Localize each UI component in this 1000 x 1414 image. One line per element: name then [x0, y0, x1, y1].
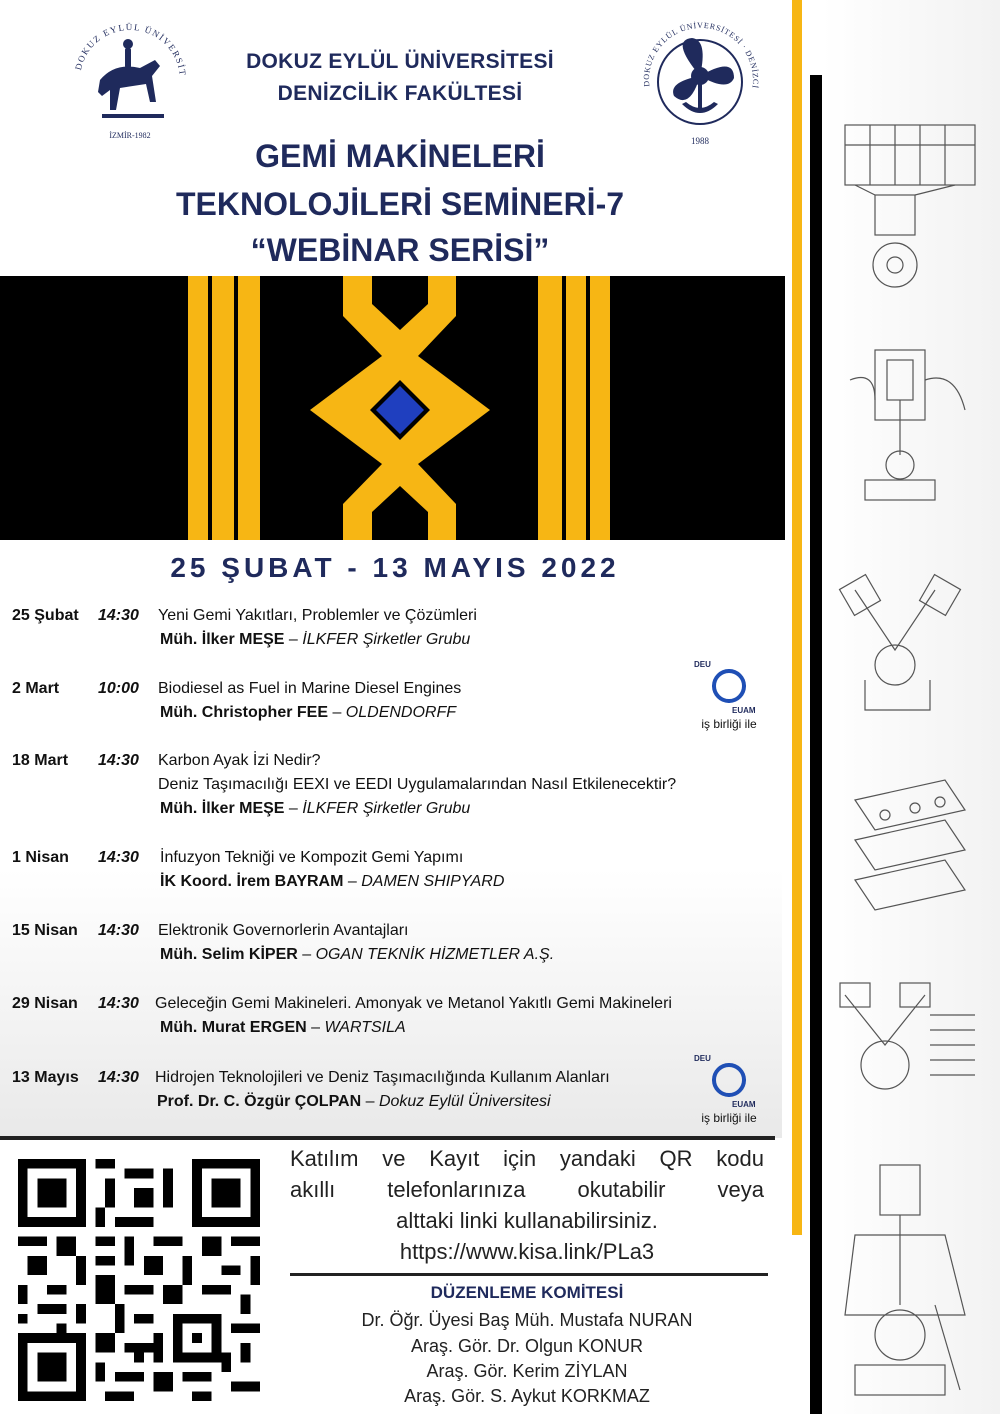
event-date: 25 Şubat	[12, 607, 79, 624]
partner-badge	[694, 1052, 764, 1128]
event-title-line-2: Deniz Taşımacılığı EEXI ve EEDI Uygulamalarından Nasıl Etkilenecektir?	[158, 776, 677, 793]
event-title: Karbon Ayak İzi Nedir?	[158, 752, 321, 769]
event-organization: OLDENDORFF	[345, 704, 457, 721]
deu-euam-cycle-icon	[706, 1060, 752, 1100]
date-range: 25 ŞUBAT - 13 MAYIS 2022	[170, 552, 620, 583]
event-speaker: Müh. Murat ERGEN	[160, 1019, 307, 1036]
propeller-anchor-icon	[630, 10, 770, 150]
event-speaker-line: Müh. İlker MEŞE – İLKFER Şirketler Grubu	[160, 800, 471, 817]
committee-member: Araş. Gör. Dr. Olgun KONUR	[410, 1336, 644, 1356]
partner-badge-top: DEU	[694, 1054, 711, 1063]
committee-divider	[290, 1273, 768, 1276]
event-organization: Dokuz Eylül Üniversitesi	[378, 1093, 551, 1110]
event-title: Hidrojen Teknolojileri ve Deniz Taşımacılığında Kullanım Alanları	[155, 1069, 610, 1086]
event-speaker-line: Müh. İlker MEŞE – İLKFER Şirketler Grubu	[160, 631, 471, 648]
gold-braid-rank-icon	[0, 276, 785, 540]
event-organization: WARTSILA	[324, 1019, 406, 1036]
qr-code[interactable]	[18, 1155, 260, 1405]
event-speaker-line: Prof. Dr. C. Özgür ÇOLPAN – Dokuz Eylül Üniversitesi	[157, 1093, 551, 1110]
gold-vertical-stripe	[792, 0, 802, 1235]
left-logo-city: İZMİR-1982	[109, 131, 151, 140]
event-time: 14:30	[98, 1069, 139, 1086]
registration-text-line: Katılım ve Kayıt için yandaki QR kodu	[290, 1146, 764, 1171]
event-speaker-line: Müh. Christopher FEE – OLDENDORFF	[160, 704, 457, 721]
event-title: İnfuzyon Tekniği ve Kompozit Gemi Yapımı	[160, 849, 464, 866]
event-date: 13 Mayıs	[12, 1069, 79, 1086]
event-time: 14:30	[98, 995, 139, 1012]
event-title: Geleceğin Gemi Makineleri. Amonyak ve Metanol Yakıtlı Gemi Makineleri	[155, 995, 672, 1012]
seminar-title-line-3: “WEBİNAR SERİSİ”	[250, 232, 550, 268]
event-time: 14:30	[98, 922, 139, 939]
marine-engine-side-view-icon	[835, 115, 985, 295]
partner-badge	[694, 658, 764, 734]
event-date: 2 Mart	[12, 680, 60, 697]
event-title: Biodiesel as Fuel in Marine Diesel Engines	[158, 680, 462, 697]
event-organization: DAMEN SHIPYARD	[361, 873, 505, 890]
committee-member: Dr. Öğr. Üyesi Baş Müh. Mustafa NURAN	[361, 1310, 693, 1330]
partner-badge-bottom: EUAM	[732, 706, 756, 715]
v-engine-cross-section-icon	[835, 570, 985, 720]
event-organization: OGAN TEKNİK HİZMETLER A.Ş.	[315, 946, 555, 963]
event-date: 15 Nisan	[12, 922, 78, 939]
section-divider	[0, 1136, 775, 1140]
faculty-name: DENİZCİLİK FAKÜLTESİ	[277, 82, 523, 105]
event-time: 14:30	[98, 752, 139, 769]
event-speaker: Müh. İlker MEŞE	[160, 800, 285, 817]
event-speaker: Müh. Christopher FEE	[160, 704, 328, 721]
deu-euam-cycle-icon	[706, 666, 752, 706]
committee-member: Araş. Gör. S. Aykut KORKMAZ	[404, 1386, 650, 1406]
event-date: 1 Nisan	[12, 849, 69, 866]
event-time: 10:00	[98, 680, 139, 697]
event-time: 14:30	[98, 607, 139, 624]
partner-badge-bottom: EUAM	[732, 1100, 756, 1109]
registration-text-line: akıllı telefonlarınıza okutabilir veya	[290, 1177, 764, 1202]
university-name: DOKUZ EYLÜL ÜNİVERSİTESİ	[246, 50, 554, 73]
qr-code-icon	[18, 1155, 260, 1405]
event-speaker: İK Koord. İrem BAYRAM	[160, 873, 344, 890]
partner-badge-caption: iş birliği ile	[701, 1111, 757, 1125]
university-logo	[60, 10, 200, 150]
right-logo-ring-text: DOKUZ EYLÜL ÜNİVERSİTESİ · DENİZCİ	[641, 20, 761, 90]
seminar-title-line-2: TEKNOLOJİLERİ SEMİNERİ-7	[175, 186, 625, 222]
event-date: 29 Nisan	[12, 995, 78, 1012]
horse-rider-statue-icon	[60, 10, 200, 150]
registration-text-line: alttaki linki kullanabilirsiniz.	[396, 1208, 658, 1233]
event-time: 14:30	[98, 849, 139, 866]
left-logo-ring-text: DOKUZ EYLÜL ÜNİVERSİT	[73, 21, 188, 78]
event-speaker: Prof. Dr. C. Özgür ÇOLPAN	[157, 1093, 362, 1110]
rank-stripe-banner	[0, 276, 785, 540]
committee-member: Araş. Gör. Kerim ZİYLAN	[426, 1361, 628, 1381]
right-logo-year: 1988	[691, 136, 709, 146]
event-speaker-line: İK Koord. İrem BAYRAM – DAMEN SHIPYARD	[160, 873, 505, 890]
committee-title: DÜZENLEME KOMİTESİ	[430, 1283, 624, 1302]
seminar-title-line-1: GEMİ MAKİNELERİ	[255, 138, 545, 174]
crosshead-engine-section-icon	[835, 1155, 985, 1405]
partner-badge-caption: iş birliği ile	[701, 717, 757, 731]
event-date: 18 Mart	[12, 752, 69, 769]
black-vertical-stripe	[810, 75, 822, 1414]
event-title: Yeni Gemi Yakıtları, Problemler ve Çözümleri	[158, 607, 477, 624]
partner-badge-top: DEU	[694, 660, 711, 669]
faculty-logo	[630, 10, 770, 150]
event-organization: İLKFER Şirketler Grubu	[302, 800, 471, 817]
engine-block-exploded-icon	[835, 770, 985, 930]
event-title: Elektronik Governorlerin Avantajları	[158, 922, 409, 939]
registration-link[interactable]: https://www.kisa.link/PLa3	[399, 1239, 655, 1264]
v-engine-labeled-section-icon	[835, 975, 985, 1120]
seminar-title	[110, 134, 690, 272]
event-speaker-line: Müh. Murat ERGEN – WARTSILA	[160, 1019, 406, 1036]
engine-cylinder-section-icon	[835, 340, 985, 510]
event-speaker: Müh. Selim KİPER	[160, 946, 298, 963]
event-speaker: Müh. İlker MEŞE	[160, 631, 285, 648]
event-organization: İLKFER Şirketler Grubu	[302, 631, 471, 648]
schedule-panel	[0, 540, 782, 1138]
event-speaker-line: Müh. Selim KİPER – OGAN TEKNİK HİZMETLER A.Ş.	[160, 946, 555, 963]
